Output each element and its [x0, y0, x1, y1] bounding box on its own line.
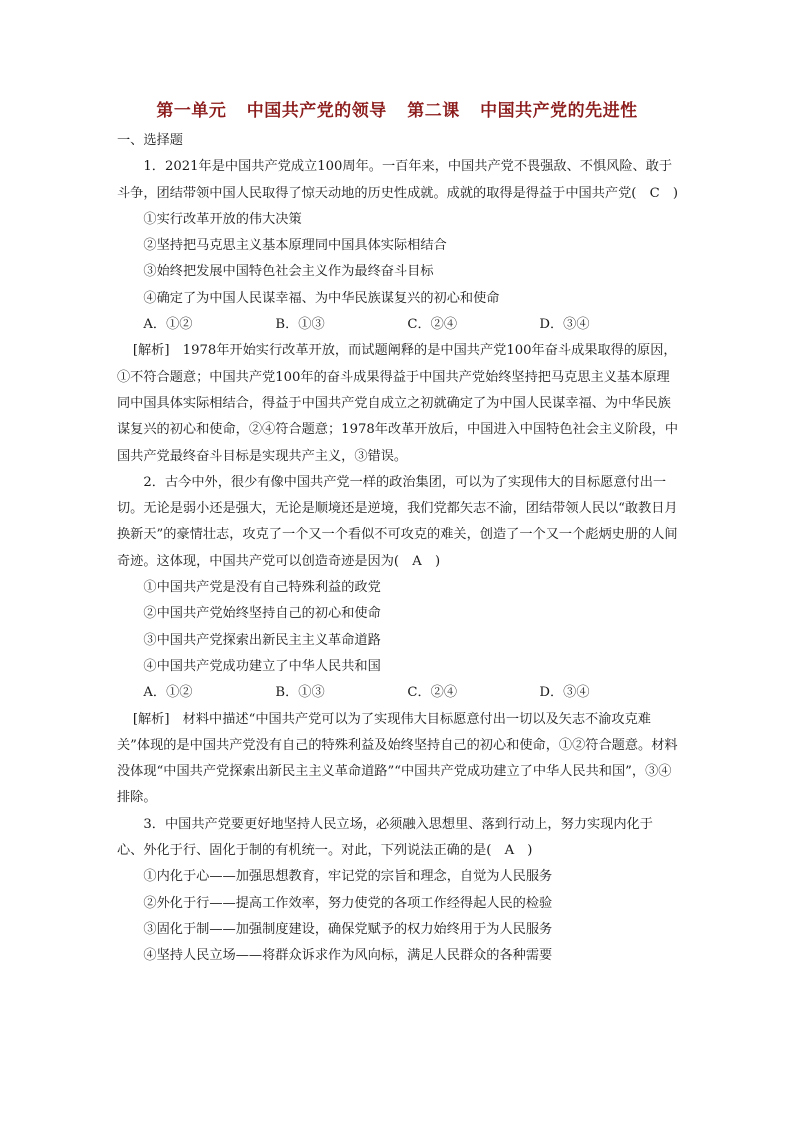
option-item: ③中国共产党探索出新民主主义革命道路	[143, 632, 381, 648]
question-3	[117, 812, 679, 970]
answer-choices	[117, 312, 679, 338]
analysis-text: [解析] 材料中描述“中国共产党可以为了实现伟大目标愿意付出一切以及矢志不渝攻克难关”体现的是中国共产党没有自己的特殊利益及始终坚持自己的初心和使命，①②符合题意。材料没体现“中国共产党探索出新民主主义革命道路”“中国共产党成功建立了中华人民共和国”，③④排除。	[117, 711, 678, 806]
choice-d: D．③④	[539, 685, 590, 701]
unit-number: 第一单元	[156, 101, 227, 121]
option-item: ③固化于制——加强制度建设，确保党赋予的权力始终用于为人民服务	[143, 921, 553, 937]
question-2	[117, 470, 679, 812]
option-item: ④确定了为中国人民谋幸福、为中华民族谋复兴的初心和使命	[143, 290, 500, 306]
question-1	[117, 154, 679, 470]
option-item: ①内化于心——加强思想教育，牢记党的宗旨和理念，自觉为人民服务	[143, 869, 553, 885]
choice-c: C．②④	[407, 685, 458, 701]
choice-b: B．①③	[275, 685, 325, 701]
question-stem: 3．中国共产党要更好地坚持人民立场，必须融入思想里、落到行动上，努力实现内化于心、外化于行、固化于制的有机统一。对此，下列说法正确的是( A )	[117, 816, 653, 859]
unit-name: 中国共产党的领导	[246, 101, 387, 121]
document-body	[117, 128, 679, 970]
choice-c: C．②④	[407, 317, 458, 333]
question-stem: 1．2021年是中国共产党成立100周年。一百年来，中国共产党不畏强敌、不惧风险、敢于斗争，团结带领中国人民取得了惊天动地的历史性成就。成就的取得是得益于中国共产党( C )	[117, 159, 679, 201]
question-stem: 2．古今中外，很少有像中国共产党一样的政治集团，可以为了实现伟大的目标愿意付出一切。无论是弱小还是强大，无论是顺境还是逆境，我们党都矢志不渝，团结带领人民以“敢教日月换新天”的豪情壮志，攻克了一个又一个看似不可攻克的难关，创造了一个又一个彪炳史册的人间奇迹。这体现，中国共产党可以创造奇迹是因为( A )	[117, 474, 678, 569]
option-item: ④坚持人民立场——将群众诉求作为风向标，满足人民群众的各种需要	[143, 948, 553, 964]
choice-a: A．①②	[143, 685, 193, 701]
choice-a: A．①②	[143, 317, 193, 333]
analysis-text: [解析] 1978年开始实行改革开放，而试题阐释的是中国共产党100年奋斗成果取得的原因，①不符合题意；中国共产党100年的奋斗成果得益于中国共产党始终坚持把马克思主义基本原理同中国具体实际相结合，得益于中国共产党自成立之初就确定了为中国人民谋幸福、为中华民族谋复兴的初心和使命，②④符合题意；1978年改革开放后，中国进入中国特色社会主义阶段，中国共产党最终奋斗目标是实现共产主义，③错误。	[117, 343, 679, 464]
section-heading: 一、选择题	[117, 133, 183, 148]
option-item: ①实行改革开放的伟大决策	[143, 211, 302, 227]
option-item: ④中国共产党成功建立了中华人民共和国	[143, 658, 381, 674]
lesson-name: 中国共产党的先进性	[480, 101, 638, 121]
option-item: ②中国共产党始终坚持自己的初心和使命	[143, 606, 381, 622]
option-item: ①中国共产党是没有自己特殊利益的政党	[143, 580, 381, 596]
option-item: ②外化于行——提高工作效率，努力使党的各项工作经得起人民的检验	[143, 895, 553, 911]
option-item: ③始终把发展中国特色社会主义作为最终奋斗目标	[143, 264, 434, 280]
lesson-number: 第二课	[407, 101, 460, 121]
choice-b: B．①③	[275, 317, 325, 333]
choice-d: D．③④	[539, 317, 590, 333]
answer-choices	[117, 680, 679, 706]
page-title	[0, 96, 794, 121]
option-item: ②坚持把马克思主义基本原理同中国具体实际相结合	[143, 238, 447, 254]
